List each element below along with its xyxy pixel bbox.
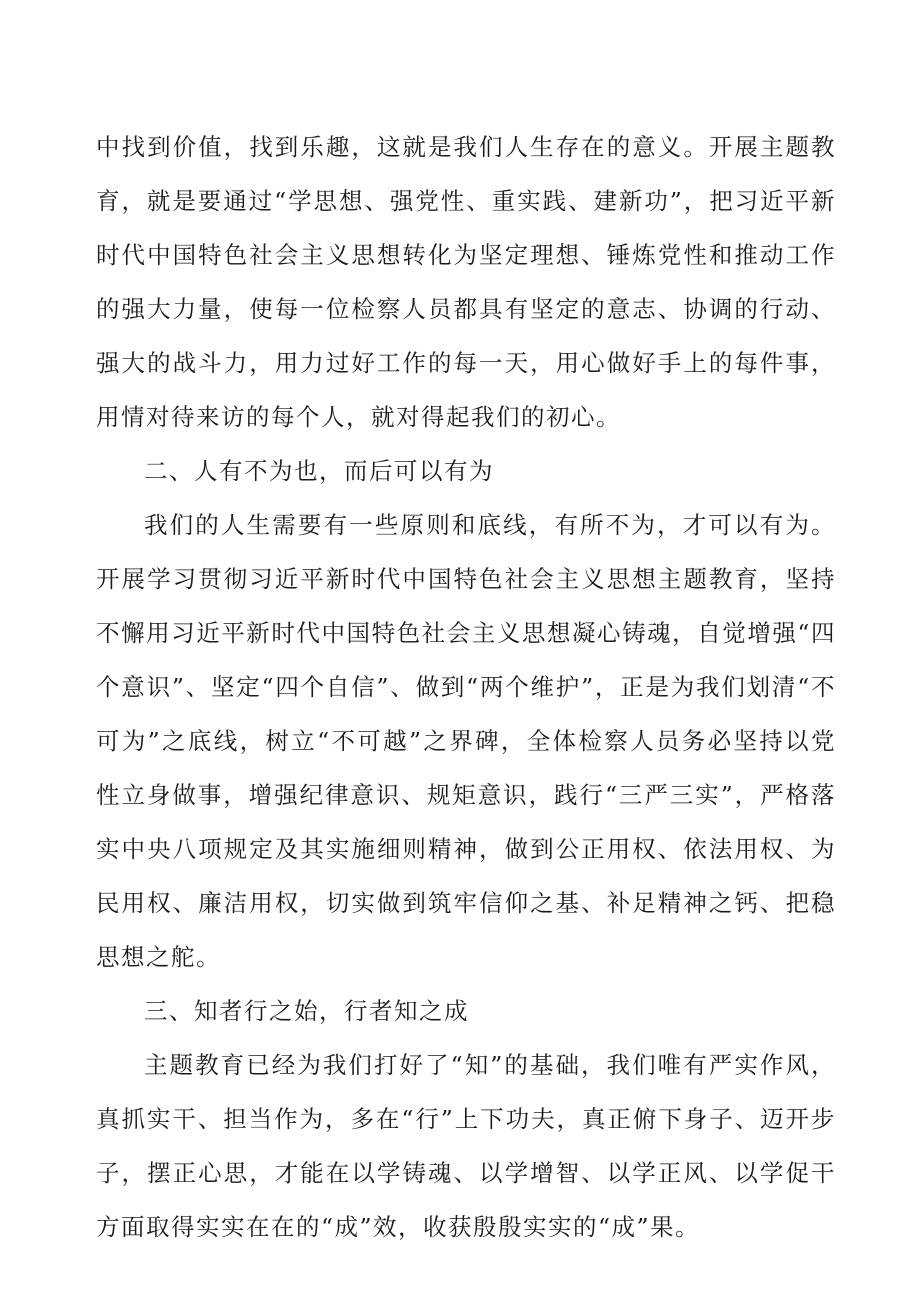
- document-page: [96, 120, 836, 1254]
- section-heading-3: 三、知者行之始，行者知之成: [144, 997, 469, 1025]
- paragraph-section-3: 主题教育已经为我们打好了“知”的基础，我们唯有严实作风，真抓实干、担当作为，多在“行”上下功夫，真正俯下身子、迈开步子，摆正心思，才能在以学铸魂、以学增智、以学正风、以学促干方面取得实实在在的“成”效，收获殷殷实实的“成”果。: [96, 1051, 836, 1241]
- paragraph-section-2: 我们的人生需要有一些原则和底线，有所不为，才可以有为。开展学习贯彻习近平新时代中国特色社会主义思想主题教育，坚持不懈用习近平新时代中国特色社会主义思想凝心铸魂，自觉增强“四个意识”、坚定“四个自信”、做到“两个维护”，正是为我们划清“不可为”之底线，树立“不可越”之界碑，全体检察人员务必坚持以党性立身做事，增强纪律意识、规矩意识，践行“三严三实”，严格落实中央八项规定及其实施细则精神，做到公正用权、依法用权、为民用权、廉洁用权，切实做到筑牢信仰之基、补足精神之钙、把稳思想之舵。: [96, 511, 836, 971]
- section-heading-2: 二、人有不为也，而后可以有为: [144, 457, 494, 485]
- paragraph-continued: 中找到价值，找到乐趣，这就是我们人生存在的意义。开展主题教育，就是要通过“学思想、强党性、重实践、建新功”，把习近平新时代中国特色社会主义思想转化为坚定理想、锤炼党性和推动工作的强大力量，使每一位检察人员都具有坚定的意志、协调的行动、强大的战斗力，用力过好工作的每一天，用心做好手上的每件事，用情对待来访的每个人，就对得起我们的初心。: [96, 133, 836, 431]
